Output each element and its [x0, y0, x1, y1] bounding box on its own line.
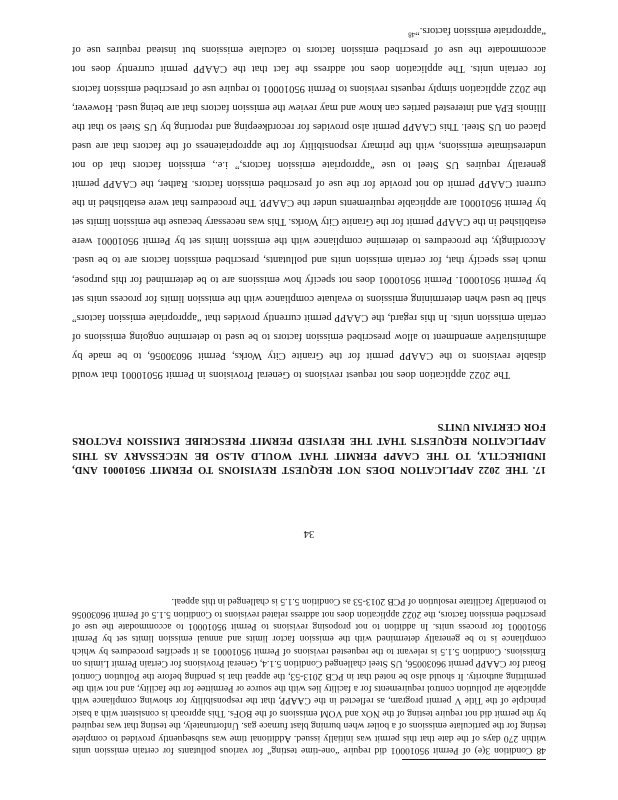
body-paragraph: [72, 21, 546, 384]
section-heading: [72, 418, 546, 476]
section-heading-text: 17. THE 2022 APPLICATION DOES NOT REQUEST REVISIONS TO PERMIT 95010001 AND, INDIRECTLY, TO THE CAAPP PERMIT THAT WOULD ALSO BE NECESSARY AS THIS APPLICATION REQUESTS THAT THE REVISED PERMIT PRESCRIBE EMISSION FACTORS FOR CERTAIN UNITS: [72, 420, 546, 475]
footnote-48: 48 Condition 3(e) of Permit 95010001 did require “one-time testing” for various pollutants for certain emission units within 270 days of the date that this permit was initially issued. Additional time was subsequently provided to complete testing for the particulate emissions of a boiler when burning blast furnace gas. Unfortunately, the testing that was required by the permit did not require testing of the NOx and VOM emissions of the BOFs. This approach is consistent with a basic principle of the Title V permit program, as reflected in the CAAPP, that the responsibility for showing compliance with applicable air pollution control requirements for a facility lies with the source or Permittee for the facility, and not with the permitting authority. It should also be noted that in PCB 2013-53, the appeal that is pending before the Pollution Control Board for CAAPP permit 96030056, US Steel challenged Condition 5.1.4, General Provisions for Certain Permit Limits on Emissions. Condition 5.1.5 is relevant to the requested revisions of Permit 95010001 as it specifies procedures by which compliance is to be generally determined with the emission factor limits and annual emission limits set by Permit 95010001 for process units. In addition to not proposing revisions to Permit 95010001 to accommodate the use of prescribed emission factors, the 2022 application does not address related revisions to Condition 5.1.5 of Permit 96030056 to potentially facilitate resolution of PCB 2013-53 as Condition 5.1.5 is challenged in this appeal.: [72, 596, 546, 756]
body-paragraph-text: [72, 21, 546, 384]
page-number: 34: [303, 528, 315, 539]
footnote-separator-rule: [402, 759, 546, 760]
footnote-block: [72, 595, 546, 756]
body-paragraph-content: The 2022 application does not request revisions to General Provisions in Permit 95010001 that would disable revisions to the CAAPP permit for the Granite City Works, Permit 96030056, to be made by administrative amendment to allow prescribed emission factors to be used to determine ongoing emissions of certain emission units. In this regard, the CAAPP permit currently provides that “appropriate emission factors” shall be used when determining emissions to evaluate compliance with the emission limits for process units set by Permit 95010001. Permit 95010001 does not specify how emissions are to be determined for this purpose, much less specify that, for certain emission units and pollutants, prescribed emission factors are to be used. Accordingly, the procedures to determine compliance with the emission limits set by Permit 95010001 were established in the CAAPP permit for the Granite City Works. This was necessary because the emission limits set by Permit 95010001 are applicable requirements under the CAAPP. The procedures that were established in the current CAAPP permit do not provide for the use of prescribed emission factors. Rather, the CAAPP permit generally requires US Steel to use “appropriate emission factors,” i.e., emission factors that do not underestimate emissions, with the primary responsibility for the appropriateness of the factors that are used placed on US Steel. This CAAPP permit also provides for recordkeeping and reporting by US Steel so that the Illinois EPA and interested parties can know and may review the emission factors that are being used. However, the 2022 application simply requests revisions to Permit 95010001 to require use of prescribed emission factors for certain units. The application does not address the fact that the CAAPP permit currently does not accommodate the use of prescribed emission factors to calculate emissions but instead requires use of “appropriate emission factors.”: [72, 25, 546, 380]
body-footnote-ref: 48: [408, 30, 416, 38]
